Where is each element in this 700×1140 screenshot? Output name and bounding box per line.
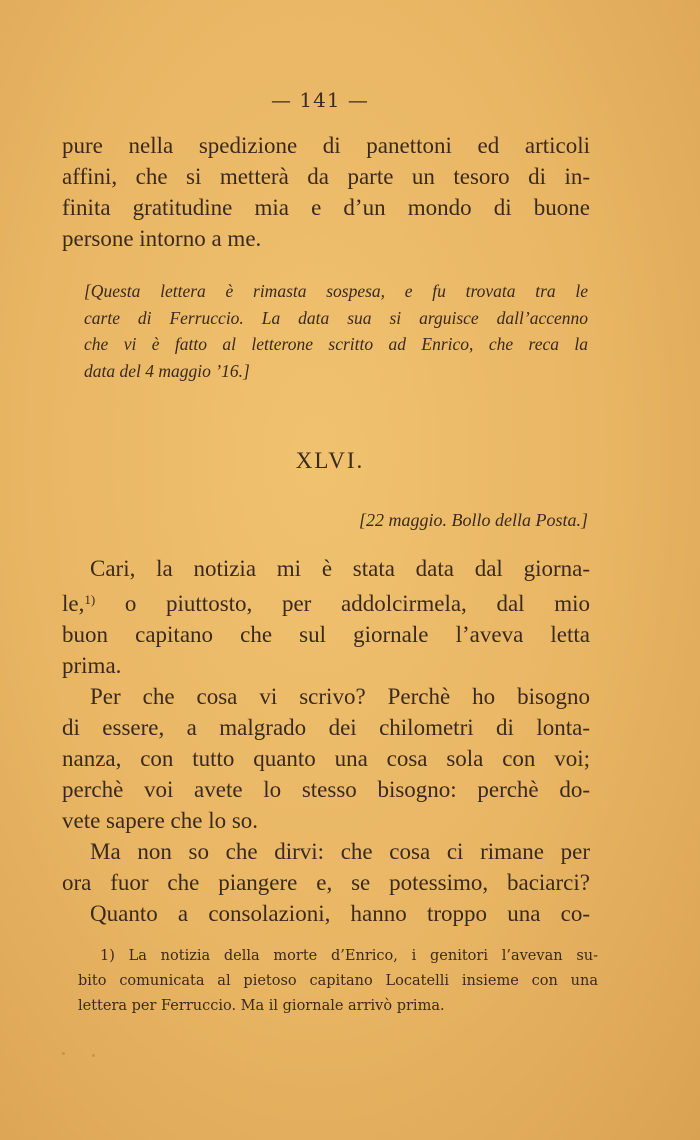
- paper-speck: [92, 1054, 95, 1057]
- text-line: ora fuor che piangere e, se potessimo, baciarci?: [62, 870, 590, 895]
- text-line: di essere, a malgrado dei chilometri di lonta-: [62, 715, 590, 740]
- editor-note: [84, 278, 588, 384]
- note-line: [Questa lettera è rimasta sospesa, e fu trovata tra le: [84, 281, 588, 301]
- letter-body: [62, 553, 590, 929]
- footnote: [78, 944, 598, 1019]
- footnote-number: 1): [100, 948, 115, 964]
- text-line: nanza, con tutto quanto una cosa sola con voi;: [62, 746, 590, 771]
- text-line: prima.: [62, 653, 122, 678]
- top-paragraph: [62, 130, 590, 254]
- text-line: affini, che si metterà da parte un tesoro di in-: [62, 164, 590, 189]
- text-line: pure nella spedizione di panettoni ed articoli: [62, 133, 590, 158]
- footnote-line: lettera per Ferruccio. Ma il giornale arrivò prima.: [78, 998, 445, 1014]
- text-line: Quanto a consolazioni, hanno troppo una co-: [90, 901, 590, 926]
- text-line: perchè voi avete lo stesso bisogno: perchè do-: [62, 777, 590, 802]
- text-line: finita gratitudine mia e d’un mondo di buone: [62, 195, 590, 220]
- text-line: buon capitano che sul giornale l’aveva letta: [62, 622, 590, 647]
- footnote-text: La notizia della morte d’Enrico, i genitori l’avevan su-: [128, 948, 599, 964]
- section-heading: XLVI.: [295, 448, 365, 473]
- text-line: Ma non so che dirvi: che cosa ci rimane per: [90, 839, 590, 864]
- note-line: che vi è fatto al letterone scritto ad Enrico, che reca la: [84, 334, 588, 354]
- date-line: [22 maggio. Bollo della Posta.]: [359, 510, 588, 530]
- text-line: [62, 584, 590, 619]
- note-line: carte di Ferruccio. La data sua si arguisce dall’accenno: [84, 307, 588, 328]
- text-line: Per che cosa vi scrivo? Perchè ho bisogno: [90, 684, 590, 709]
- paper-speck: [62, 1052, 65, 1055]
- footnote-line: [78, 944, 598, 969]
- footnote-marker: 1): [84, 592, 96, 607]
- page-number: — 141 —: [271, 88, 369, 112]
- text-fragment: le,: [62, 591, 85, 616]
- text-fragment: o piuttosto, per addolcirmela, dal mio: [95, 591, 590, 616]
- text-line: vete sapere che lo so.: [62, 808, 259, 833]
- footnote-line: bito comunicata al pietoso capitano Locatelli insieme con una: [78, 973, 598, 989]
- text-line: Cari, la notizia mi è stata data dal giorna-: [90, 556, 590, 581]
- note-line: data del 4 maggio ’16.]: [84, 360, 250, 381]
- text-line: persone intorno a me.: [62, 226, 262, 251]
